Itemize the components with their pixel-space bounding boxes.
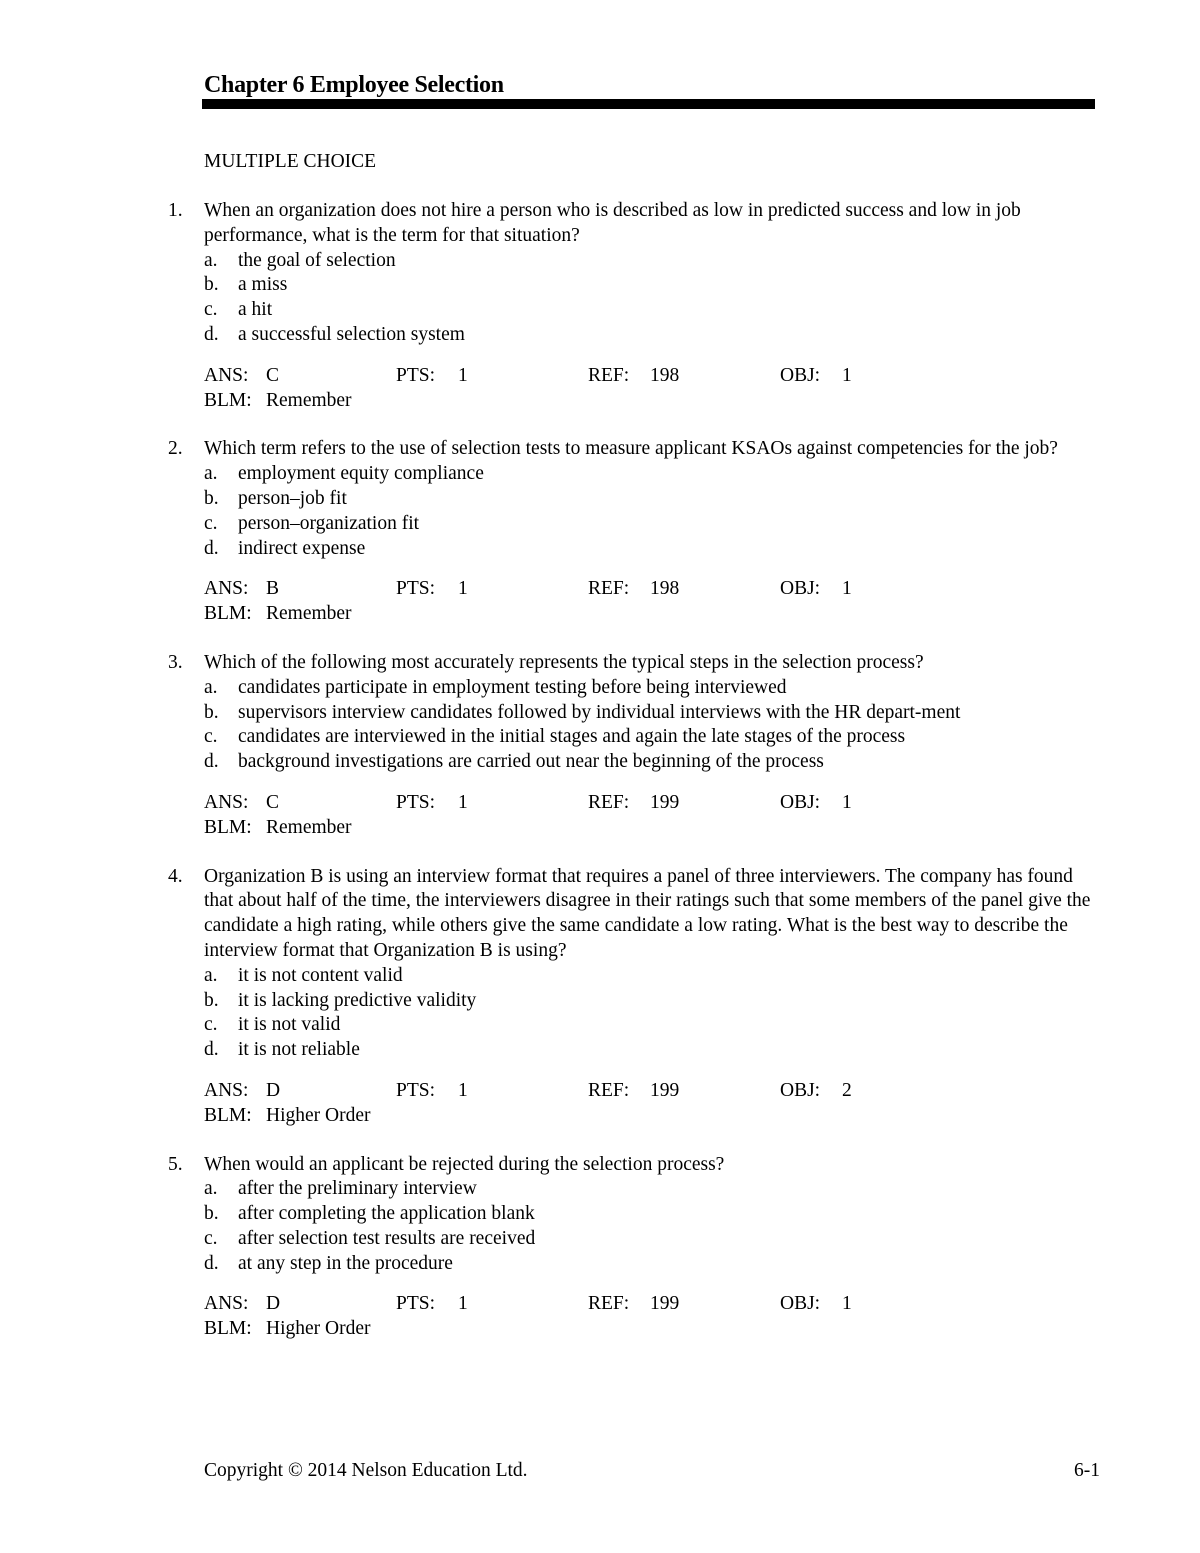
obj-label: OBJ:: [780, 364, 821, 386]
ans-value: D: [266, 1293, 281, 1315]
question-number: 3.: [168, 651, 183, 673]
ans-value: B: [266, 578, 280, 600]
option-letter: c.: [204, 726, 218, 748]
option-text: indirect expense: [238, 537, 366, 559]
option-text: it is not valid: [238, 1014, 341, 1036]
title-rule: [202, 99, 1095, 109]
obj-label: OBJ:: [780, 578, 821, 600]
answer-metadata: [204, 364, 1200, 414]
option-letter: c.: [204, 1014, 218, 1036]
answer-options: [204, 964, 1004, 1063]
option-text: after selection test results are received: [238, 1227, 536, 1249]
ans-label: ANS:: [204, 791, 249, 813]
option-a: [204, 1177, 1004, 1202]
answer-options: [204, 1177, 1004, 1276]
option-letter: c.: [204, 1227, 218, 1249]
option-letter: b.: [204, 487, 219, 509]
pts-label: PTS:: [396, 578, 436, 600]
answer-metadata: [204, 1292, 1200, 1342]
option-a: [204, 676, 1004, 701]
answer-options: [204, 676, 1004, 775]
option-text: candidates participate in employment testing before being interviewed: [238, 676, 787, 698]
pts-value: 1: [458, 364, 468, 386]
ans-label: ANS:: [204, 364, 249, 386]
ref-label: REF:: [588, 578, 630, 600]
copyright-notice: Copyright © 2014 Nelson Education Ltd.: [204, 1460, 528, 1481]
ref-value: 198: [650, 364, 680, 386]
option-b: [204, 989, 1004, 1014]
option-c: [204, 1013, 1004, 1038]
option-text: employment equity compliance: [238, 463, 484, 485]
pts-value: 1: [458, 791, 468, 813]
option-letter: b.: [204, 701, 219, 723]
option-letter: a.: [204, 463, 218, 485]
option-c: [204, 298, 1004, 323]
obj-value: 1: [842, 364, 852, 386]
pts-value: 1: [458, 578, 468, 600]
option-letter: a.: [204, 676, 218, 698]
ref-label: REF:: [588, 364, 630, 386]
option-letter: a.: [204, 249, 218, 271]
blm-label: BLM:: [204, 1318, 252, 1340]
option-text: after the preliminary interview: [238, 1178, 477, 1200]
pts-value: 1: [458, 1293, 468, 1315]
option-d: [204, 537, 1004, 562]
option-b: [204, 701, 1004, 726]
option-letter: d.: [204, 1252, 219, 1274]
option-d: [204, 323, 1004, 348]
ans-value: C: [266, 364, 280, 386]
option-text: it is not reliable: [238, 1039, 360, 1061]
blm-label: BLM:: [204, 389, 252, 411]
option-letter: a.: [204, 1178, 218, 1200]
answer-options: [204, 249, 1004, 348]
option-text: at any step in the procedure: [238, 1252, 453, 1274]
ans-label: ANS:: [204, 1079, 249, 1101]
section-heading: MULTIPLE CHOICE: [204, 151, 377, 172]
pts-value: 1: [458, 1079, 468, 1101]
option-letter: d.: [204, 1039, 219, 1061]
question-stem: When would an applicant be rejected during the selection process?: [204, 1153, 725, 1175]
option-text: it is not content valid: [238, 964, 403, 986]
ans-label: ANS:: [204, 1293, 249, 1315]
question-list: [0, 199, 1200, 1366]
option-letter: b.: [204, 274, 219, 296]
question-2: [0, 437, 1200, 627]
ref-value: 199: [650, 791, 680, 813]
ref-label: REF:: [588, 1293, 630, 1315]
option-text: the goal of selection: [238, 249, 396, 271]
answer-metadata: [204, 791, 1200, 841]
option-b: [204, 1202, 1004, 1227]
option-d: [204, 750, 1004, 775]
option-a: [204, 249, 1004, 274]
question-stem: Organization B is using an interview format that requires a panel of three interviewers. The company has found that about half of the time, the interviewers disagree in their ratings such that some members of the panel give the candidate a high rating, while others give the same candidate a low rating. What is the best way to describe the interview format that Organization B is using?: [204, 865, 1091, 961]
option-text: a miss: [238, 274, 288, 296]
blm-value: Remember: [266, 816, 352, 838]
page-number: 6-1: [1074, 1460, 1100, 1481]
option-text: it is lacking predictive validity: [238, 989, 477, 1011]
question-stem: When an organization does not hire a person who is described as low in predicted success and low in job performance, what is the term for that situation?: [204, 200, 1021, 246]
blm-label: BLM:: [204, 603, 252, 625]
option-letter: c.: [204, 299, 218, 321]
option-letter: a.: [204, 964, 218, 986]
option-text: a successful selection system: [238, 323, 465, 345]
question-stem: Which term refers to the use of selection tests to measure applicant KSAOs against competencies for the job?: [204, 438, 1058, 460]
pts-label: PTS:: [396, 364, 436, 386]
option-b: [204, 273, 1004, 298]
ans-label: ANS:: [204, 578, 249, 600]
ref-value: 198: [650, 578, 680, 600]
answer-metadata: [204, 577, 1200, 627]
blm-label: BLM:: [204, 1104, 252, 1126]
option-text: candidates are interviewed in the initial stages and again the late stages of the process: [238, 726, 906, 748]
option-letter: d.: [204, 537, 219, 559]
chapter-title: Chapter 6 Employee Selection: [204, 72, 504, 98]
option-letter: d.: [204, 751, 219, 773]
option-text: background investigations are carried out near the beginning of the process: [238, 751, 824, 773]
blm-value: Remember: [266, 389, 352, 411]
answer-options: [204, 462, 1004, 561]
question-1: [0, 199, 1200, 413]
option-text: person–job fit: [238, 487, 347, 509]
option-letter: b.: [204, 1203, 219, 1225]
option-d: [204, 1252, 1004, 1277]
option-c: [204, 725, 1004, 750]
obj-label: OBJ:: [780, 791, 821, 813]
question-number: 5.: [168, 1153, 183, 1175]
question-5: [0, 1153, 1200, 1343]
option-b: [204, 487, 1004, 512]
ans-value: D: [266, 1079, 281, 1101]
blm-label: BLM:: [204, 816, 252, 838]
option-c: [204, 512, 1004, 537]
obj-value: 1: [842, 1293, 852, 1315]
question-stem: Which of the following most accurately represents the typical steps in the selection process?: [204, 651, 924, 673]
obj-value: 1: [842, 791, 852, 813]
ref-value: 199: [650, 1079, 680, 1101]
option-letter: d.: [204, 323, 219, 345]
obj-value: 2: [842, 1079, 852, 1101]
question-number: 4.: [168, 865, 183, 887]
ref-label: REF:: [588, 1079, 630, 1101]
option-d: [204, 1038, 1004, 1063]
obj-value: 1: [842, 578, 852, 600]
pts-label: PTS:: [396, 1293, 436, 1315]
ans-value: C: [266, 791, 280, 813]
option-text: person–organization fit: [238, 512, 420, 534]
question-number: 2.: [168, 438, 183, 460]
obj-label: OBJ:: [780, 1079, 821, 1101]
option-a: [204, 964, 1004, 989]
blm-value: Higher Order: [266, 1104, 371, 1126]
answer-metadata: [204, 1079, 1200, 1129]
option-c: [204, 1227, 1004, 1252]
option-text: after completing the application blank: [238, 1203, 535, 1225]
obj-label: OBJ:: [780, 1293, 821, 1315]
ref-value: 199: [650, 1293, 680, 1315]
option-text: a hit: [238, 299, 273, 321]
question-3: [0, 651, 1200, 841]
blm-value: Remember: [266, 603, 352, 625]
option-a: [204, 462, 1004, 487]
question-4: [0, 865, 1200, 1129]
pts-label: PTS:: [396, 1079, 436, 1101]
option-text: supervisors interview candidates followed by individual interviews with the HR depart-ment: [238, 701, 961, 723]
blm-value: Higher Order: [266, 1318, 371, 1340]
ref-label: REF:: [588, 791, 630, 813]
pts-label: PTS:: [396, 791, 436, 813]
option-letter: c.: [204, 512, 218, 534]
option-letter: b.: [204, 989, 219, 1011]
question-number: 1.: [168, 200, 183, 221]
